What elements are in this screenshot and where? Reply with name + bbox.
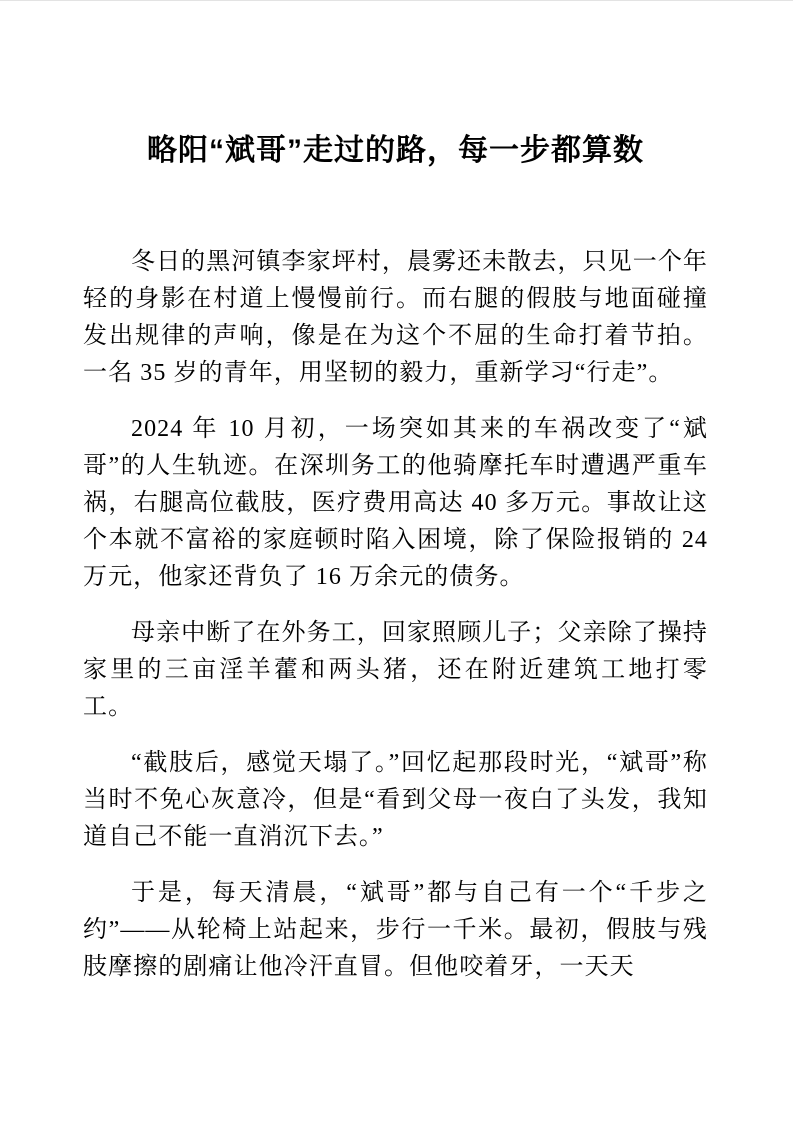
- paragraph-4: “截肢后，感觉天塌了。”回忆起那段时光，“斌哥”称当时不免心灰意冷，但是“看到父母一夜白了头发，我知道自己不能一直消沉下去。”: [83, 750, 708, 850]
- paragraph-1: 冬日的黑河镇李家坪村，晨雾还未散去，只见一个年轻的身影在村道上慢慢前行。而右腿的假肢与地面碰撞发出规律的声响，像是在为这个不屈的生命打着节拍。一名 35 岁的青年，用坚韧的毅力，重新学习“行走”。: [83, 249, 708, 386]
- paragraph-3: 母亲中断了在外务工，回家照顾儿子；父亲除了操持家里的三亩淫羊藿和两头猪，还在附近建筑工地打零工。: [83, 620, 708, 720]
- document-title: 略阳“斌哥”走过的路，每一步都算数: [147, 134, 644, 167]
- paragraph-2: 2024 年 10 月初，一场突如其来的车祸改变了“斌哥”的人生轨迹。在深圳务工的他骑摩托车时遭遇严重车祸，右腿高位截肢，医疗费用高达 40 多万元。事故让这个本就不富裕的家庭顿时陷入困境，除了保险报销的 24 万元，他家还背负了 16 万余元的债务。: [83, 416, 708, 590]
- paragraph-5: 于是，每天清晨，“斌哥”都与自己有一个“千步之约”——从轮椅上站起来，步行一千米。最初，假肢与残肢摩擦的剧痛让他冷汗直冒。但他咬着牙，一天天: [83, 880, 708, 980]
- document-body: [83, 244, 708, 986]
